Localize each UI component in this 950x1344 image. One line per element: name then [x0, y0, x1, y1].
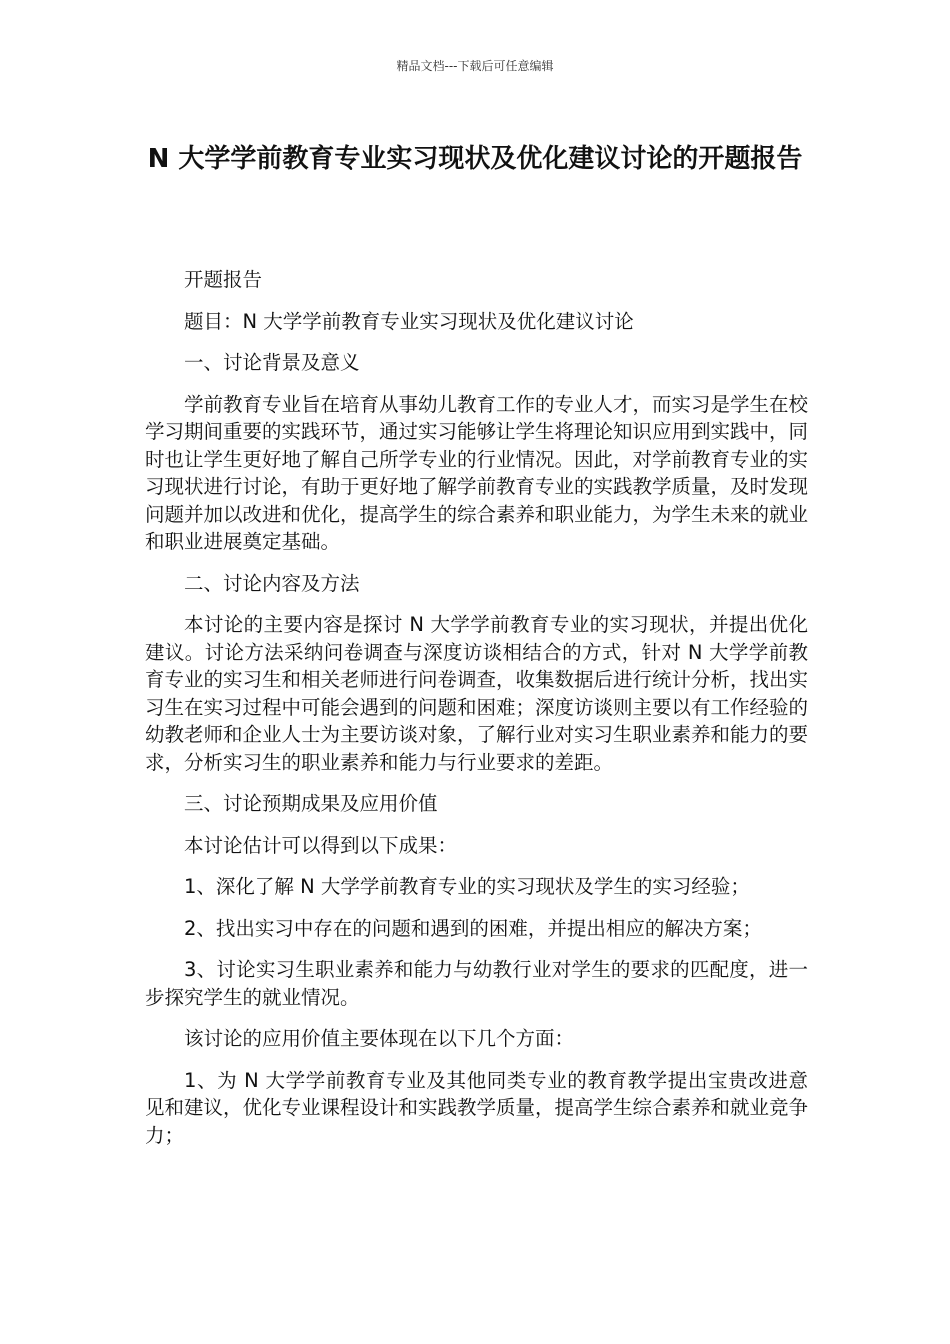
header-note: 精品文档---下载后可任意编辑 [396, 59, 554, 73]
paragraph-outcomes-intro: 本讨论估计可以得到以下成果： [184, 833, 458, 857]
list-item: 1、为 N 大学学前教育专业及其他同类专业的教育教学提出宝贵改进意见和建议，优化专业课程设计和实践教学质量，提高学生综合素养和就业竞争力； [145, 1068, 809, 1147]
section-heading-1: 一、讨论背景及意义 [184, 351, 360, 374]
list-item: 3、讨论实习生职业素养和能力与幼教行业对学生的要求的匹配度，进一步探究学生的就业情况。 [145, 958, 808, 1009]
section-heading-2: 二、讨论内容及方法 [184, 571, 360, 595]
list-item: 2、找出实习中存在的问题和遇到的困难，并提出相应的解决方案； [184, 916, 762, 940]
paragraph-value-intro: 该讨论的应用价值主要体现在以下几个方面： [184, 1027, 575, 1050]
section-heading-3: 三、讨论预期成果及应用价值 [184, 792, 438, 815]
paragraph-content-method: 本讨论的主要内容是探讨 N 大学学前教育专业的实习现状，并提出优化建议。讨论方法采纳问卷调查与深度访谈相结合的方式，针对 N 大学学前教育专业的实习生和相关老师进行问卷调查，收集数据后进行统计分析，找出实习生在实习过程中可能会遇到的问题和困难；深度访谈则主要以有工作经验的幼教老师和企业人士为主要访谈对象，了解行业对实习生职业素养和能力的要求，分析实习生的职业素养和能力与行业要求的差距。 [145, 613, 809, 774]
paragraph-background: 学前教育专业旨在培育从事幼儿教育工作的专业人才，而实习是学生在校学习期间重要的实践环节，通过实习能够让学生将理论知识应用到实践中，同时也让学生更好地了解自己所学专业的行业情况。因此，对学前教育专业的实习现状进行讨论，有助于更好地了解学前教育专业的实践教学质量，及时发现问题并加以改进和优化，提高学生的综合素养和职业能力，为学生未来的就业和职业进展奠定基础。 [145, 392, 809, 553]
paragraph-topic: 题目：N 大学学前教育专业实习现状及优化建议讨论 [184, 309, 634, 333]
paragraph-report-label: 开题报告 [184, 268, 263, 291]
document-title: N 大学学前教育专业实习现状及优化建议讨论的开题报告 [147, 144, 803, 174]
list-item: 1、深化了解 N 大学学前教育专业的实习现状及学生的实习经验； [184, 875, 750, 898]
document-body [145, 266, 808, 1163]
